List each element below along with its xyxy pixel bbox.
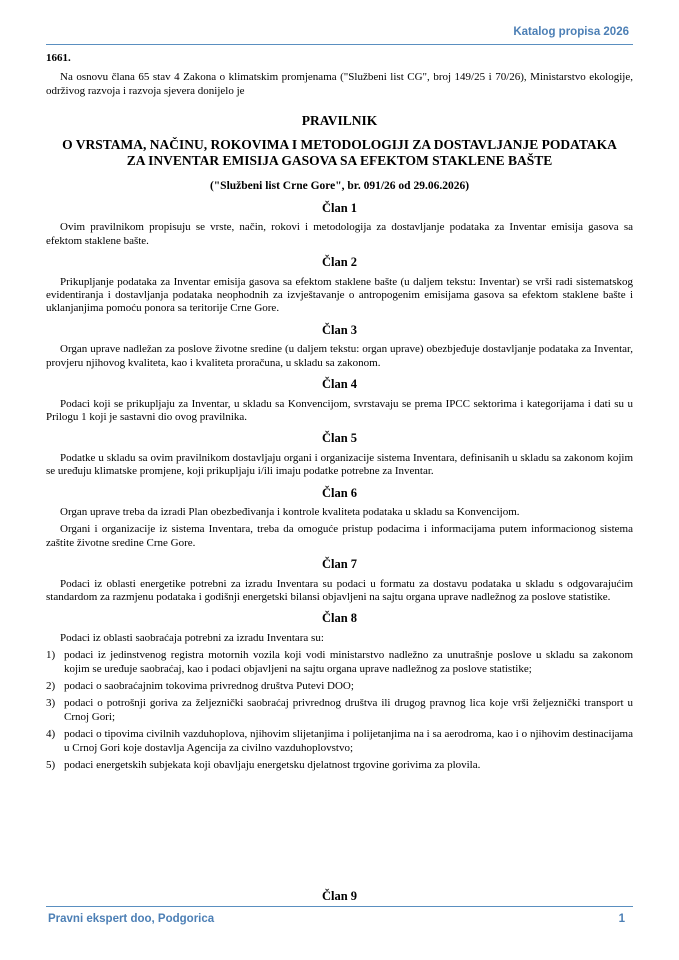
list-item — [46, 649, 633, 676]
article-heading: Član 2 — [321, 255, 358, 270]
intro-paragraph: Na osnovu člana 65 stav 4 Zakona o klimatskim promjenama ("Službeni list CG", broj 149/25 i 70/26), Ministarstvo ekologije, održivog razvoja i razvoja sjevera donijelo je — [46, 71, 633, 97]
gazette-reference: ("Službeni list Crne Gore", br. 091/26 od 29.06.2026) — [209, 179, 470, 192]
article-heading: Član 1 — [321, 201, 358, 216]
document-number: 1661. — [46, 52, 71, 64]
list-item-text: podaci o saobraćajnim tokovima privrednog društva Putevi DOO; — [64, 680, 354, 692]
article-paragraph: Prikupljanje podataka za Inventar emisija gasova sa efektom staklene bašte (u daljem tekstu: Inventar) se vrši radi sistematskog evidentiranja i dostavljanja podataka neophodnih za izvještavanje o antropogenim emisijama gasova sa efektom staklene bašte i uklanjanjima pomoću ponora sa teritorije Crne Gore. — [46, 275, 633, 315]
article-heading: Član 3 — [321, 322, 358, 337]
catalog-label: Katalog propisa 2026 — [513, 26, 629, 38]
publisher-label: Pravni ekspert doo, Podgorica — [48, 913, 215, 925]
list-item-number: 2) — [46, 680, 56, 692]
list-item — [46, 728, 633, 755]
list-item-text: podaci iz jedinstvenog registra motornih vozila koji vodi ministarstvo nadležno za unutrašnje poslove u skladu sa zakonom kojim se uređuje saobraćaj, kao i podaci objavljeni na sajtu organa uprave nadležnog za poslove statistike; — [64, 649, 633, 675]
document-body — [46, 52, 633, 776]
article-heading: Član 8 — [321, 611, 358, 626]
article-paragraph: Organi i organizacije iz sistema Inventara, treba da omoguće pristup podacima i informacijama putem informacionog sistema zaštite životne sredine Crne Gore. — [46, 523, 633, 549]
list-item-number: 3) — [46, 697, 56, 710]
article-heading: Član 5 — [321, 431, 358, 446]
article-paragraph: Podaci koji se prikupljaju za Inventar, u skladu sa Konvencijom, svrstavaju se prema IPCC sektorima i kategorijama i dati su u Prilogu 1 koji je sastavni dio ovog pravilnika. — [46, 397, 633, 423]
list-item-text: podaci o potrošnji goriva za željeznički saobraćaj privrednog društva ili drugog pravnog lica koje vrši željeznički transport u Crnoj Gori; — [64, 697, 633, 723]
article-paragraph: Organ uprave nadležan za poslove životne sredine (u daljem tekstu: organ uprave) obezbjeđuje dostavljanje podataka za Inventar, provjeru njihovog kvaliteta, kao i kvaliteta proračuna, u skladu sa zakonom. — [46, 343, 633, 369]
article-paragraph: Podaci iz oblasti saobraćaja potrebni za izradu Inventara su: — [60, 631, 324, 644]
article-paragraph: Ovim pravilnikom propisuju se vrste, način, rokovi i metodologija za dostavljanje podataka za Inventar emisija gasova sa efektom staklene bašte. — [46, 221, 633, 247]
page-header — [46, 22, 633, 45]
document-title: O VRSTAMA, NAČINU, ROKOVIMA I METODOLOGIJI ZA DOSTAVLJANJE PODATAKA ZA INVENTAR EMISIJA GASOVA SA EFEKTOM STAKLENE BAŠTE — [62, 136, 617, 169]
article-paragraph: Podatke u skladu sa ovim pravilnikom dostavljaju organi i organizacije sistema Inventara, definisanih u skladu sa zakonom kojim se uređuju klimatske promjene, koji prikupljaju i/ili imaju podatke potrebne za Inventar. — [46, 451, 633, 478]
list-item-text: podaci o tipovima civilnih vazduhoplova, njihovim slijetanjima i polijetanjima na i sa aerodroma, kao i o njihovim destinacijama u Crnoj Gori koje dostavlja Agencija za civilno vazduhoplovstvo; — [64, 728, 633, 754]
list-item-number: 1) — [46, 649, 56, 662]
article-item-list — [46, 649, 633, 772]
page-footer — [46, 906, 633, 933]
list-item-number: 5) — [46, 759, 56, 772]
list-item-number: 4) — [46, 728, 56, 741]
page-number: 1 — [618, 913, 625, 925]
list-item-text: podaci energetskih subjekata koji obavljaju energetsku djelatnost trgovine gorivima za plovila. — [64, 759, 481, 772]
article-paragraph: Podaci iz oblasti energetike potrebni za izradu Inventara su podaci u formatu za dostavu podataka u skladu s odgovarajućim standardom za razmjenu podataka i godišnji energetski bilansi objavljeni na sajtu organa uprave nadležnog za poslove statistike. — [46, 577, 633, 603]
article-paragraph: Organ uprave treba da izradi Plan obezbeđivanja i kontrole kvaliteta podataka u skladu sa Konvencijom. — [60, 505, 520, 518]
list-item — [46, 759, 633, 772]
list-item — [46, 680, 633, 693]
article-heading: Član 7 — [321, 557, 358, 572]
article-heading-continued: Član 9 — [321, 889, 358, 903]
document-type: PRAVILNIK — [301, 113, 378, 129]
article-heading: Član 6 — [321, 485, 358, 500]
list-item — [46, 697, 633, 724]
article-heading: Član 4 — [321, 377, 358, 392]
